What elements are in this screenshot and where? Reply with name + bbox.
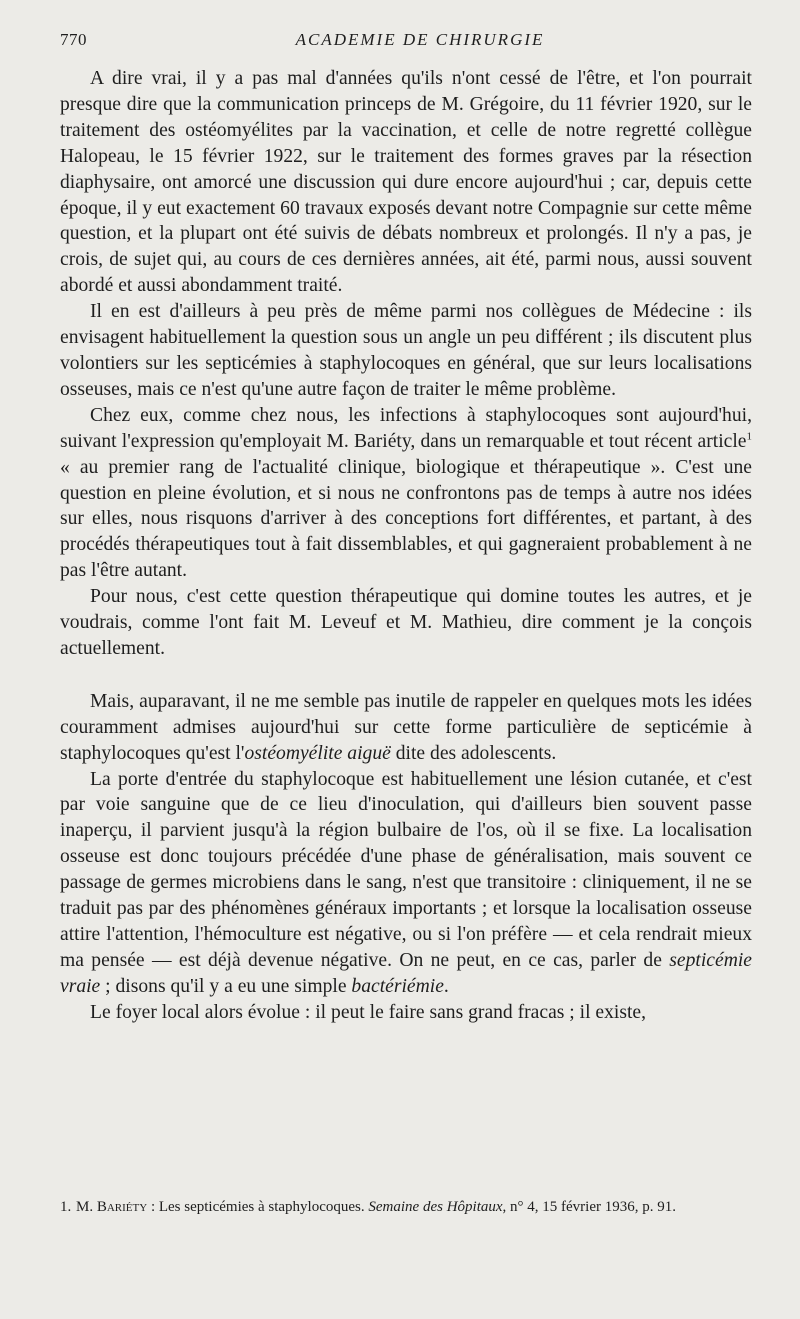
- footnote-text: , n° 4, 15 février 1936, p. 91.: [502, 1199, 676, 1215]
- paragraph-text: « au premier rang de l'actualité clinique, biologique et thérapeutique ». C'est une question en pleine évolution, et si nous ne confrontons pas de temps à autre nos idées sur elles, nous risquons d'arriver à des conceptions fort différentes, et partant, à des procédés thérapeutiques tout à fait dissemblables, et qui gagneraient probablement à ne pas l'être autant.: [60, 456, 752, 582]
- footnote-reference[interactable]: 1: [746, 430, 752, 443]
- paragraph: [60, 299, 752, 403]
- paragraph-text: dite des adolescents.: [390, 742, 557, 764]
- paragraph-text: Mais, auparavant, il ne me semble pas inutile de rappeler en quelques mots les idées couramment admises aujourd'hui sur cette forme particulière de septicémie à staphylocoques qu'est l': [60, 690, 752, 764]
- paragraph: [60, 1000, 752, 1026]
- footnote-label: 1.: [60, 1199, 72, 1215]
- paragraph: [60, 767, 752, 1000]
- body-text: [60, 66, 752, 1026]
- paragraph-text: La porte d'entrée du staphylocoque est habituellement une lésion cutanée, et c'est par voie sanguine que de ce lieu d'inoculation, qui d'ailleurs bien souvent passe inaperçu, il parvient jusqu'à la région bulbaire de l'os, où il se fixe. La localisation osseuse est donc toujours précédée d'une phase de généralisation, mais souvent ce passage de germes microbiens dans le sang, n'est que transitoire : cliniquement, il ne se traduit pas par des phénomènes généraux importants ; et lorsque la localisation osseuse attire l'attention, l'hémoculture est négative, ou si l'on préfère — et cela rendrait mieux ma pensée — est déjà devenue négative. On ne peut, en ce cas, parler de: [60, 768, 752, 971]
- page-number: 770: [60, 30, 87, 49]
- italic-term: bactériémie: [351, 975, 444, 997]
- footnote: [60, 1197, 752, 1217]
- paragraph-text: .: [443, 975, 449, 997]
- paragraph: [60, 403, 752, 584]
- paragraph-text: Il en est d'ailleurs à peu près de même parmi nos collègues de Médecine : ils envisagent habituellement la question sous un angle un peu différent ; ils discutent plus volontiers sur les septicémies à staphylocoques en général, que sur leurs localisations osseuses, mais ce n'est qu'une autre façon de traiter le même problème.: [60, 301, 752, 400]
- paragraph-text: ; disons qu'il y a eu une simple: [100, 975, 352, 997]
- paragraph-text: A dire vrai, il y a pas mal d'années qu'ils n'ont cessé de l'être, et l'on pourrait presque dire que la communication princeps de M. Grégoire, du 11 février 1920, sur le traitement des ostéomyélites par la vaccination, et celle de notre regretté collègue Halopeau, le 15 février 1922, sur le traitement des formes graves par la résection diaphysaire, ont amorcé une discussion qui dure encore aujourd'hui ; car, depuis cette époque, il y eut exactement 60 travaux exposés devant notre Compagnie sur cette même question, et la plupart ont été suivis de débats nombreux et prolongés. Il n'y a pas, je crois, de sujet qui, au cours de ces dernières années, ait été, parmi nous, aussi souvent abordé et aussi abondamment traité.: [60, 68, 752, 297]
- paragraph: [60, 66, 752, 299]
- paragraph-text: Le foyer local alors évolue : il peut le faire sans grand fracas ; il existe,: [90, 1001, 647, 1023]
- italic-term: septicémie vraie: [60, 949, 752, 997]
- footnote-journal: Semaine des Hôpitaux: [368, 1199, 503, 1215]
- paragraph: [60, 689, 752, 767]
- paragraph: [60, 584, 752, 662]
- italic-term: ostéomyélite aiguë: [244, 742, 391, 764]
- footnote-text: : Les septicémies à staphylocoques.: [147, 1199, 369, 1215]
- footnote-author: Bariéty: [96, 1199, 148, 1215]
- page-header: [60, 30, 750, 56]
- running-title: ACADEMIE DE CHIRURGIE: [295, 30, 545, 49]
- paragraph-text: Pour nous, c'est cette question thérapeutique qui domine toutes les autres, et je voudrais, comme l'ont fait M. Leveuf et M. Mathieu, dire comment je la conçois actuellement.: [60, 586, 752, 659]
- paragraph-text: Chez eux, comme chez nous, les infections à staphylocoques sont aujourd'hui, suivant l'expression qu'employait M. Bariéty, dans un remarquable et tout récent article: [60, 404, 752, 452]
- footnote-author-prefix: M.: [76, 1199, 97, 1215]
